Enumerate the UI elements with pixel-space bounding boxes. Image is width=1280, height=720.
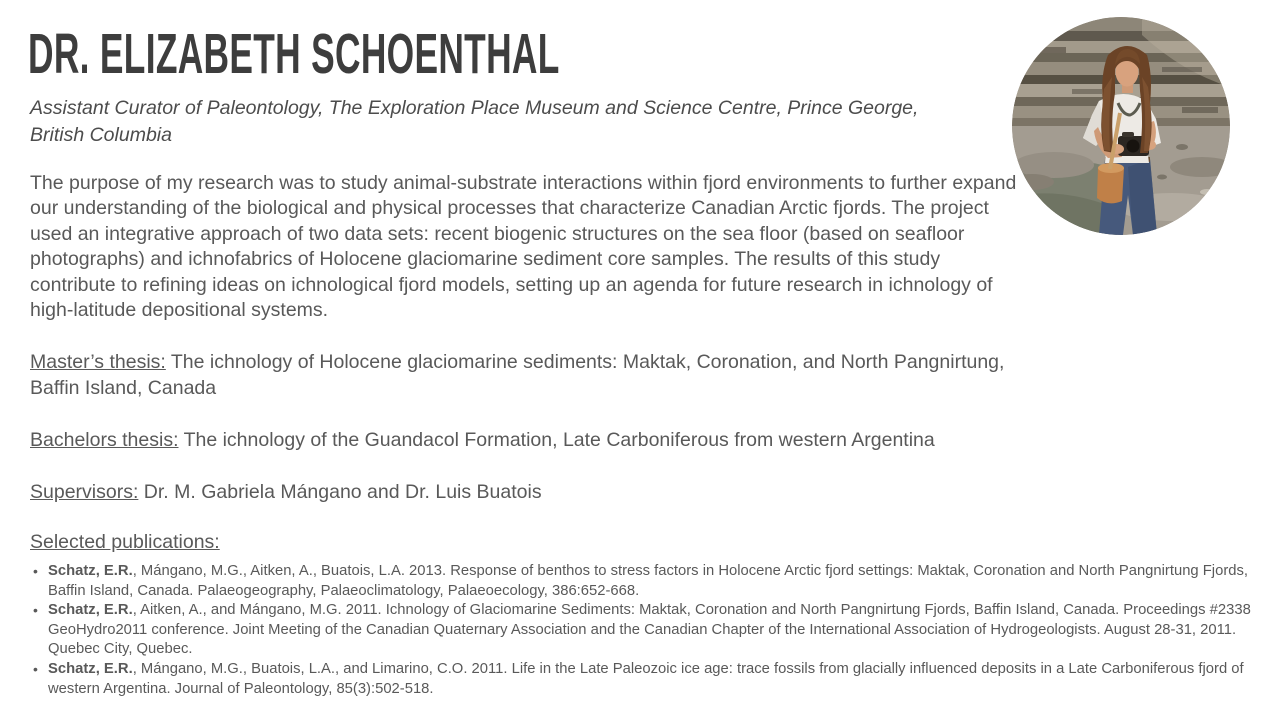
publication-author: Schatz, E.R.: [48, 602, 133, 619]
profile-photo-illustration: [1012, 17, 1230, 235]
publications-heading: Selected publications:: [30, 531, 220, 553]
publication-citation: , Mángano, M.G., Aitken, A., Buatois, L.A. 2013. Response of benthos to stress factors in Holocene Arctic fjord settings: Maktak, Coronation and North Pangnirtung Fjords, Baffin Island, Canada. Palaeogeography, Palaeoclimatology, Palaeoecology, 386:652-668.: [48, 563, 1248, 599]
profile-role: Assistant Curator of Paleontology, The Exploration Place Museum and Science Centre, Prince George, British Columbia: [30, 97, 919, 146]
publications-list: [30, 562, 1258, 699]
masters-thesis: [30, 349, 1020, 401]
supervisors: [30, 479, 1020, 505]
bachelors-thesis: [30, 427, 1020, 453]
publication-author: Schatz, E.R.: [48, 660, 133, 677]
publication-citation: , Aitken, A., and Mángano, M.G. 2011. Ichnology of Glaciomarine Sediments: Maktak, Coronation and North Pangnirtung Fjords, Baffin Island, Canada. Proceedings #2338 GeoHydro2011 conference. Joint Meeting of the Canadian Quaternary Association and the Canadian Chapter of the International Association of Hydrogeologists. August 28-31, 2011. Quebec City, Quebec.: [48, 602, 1251, 658]
supervisors-label: Supervisors:: [30, 481, 139, 503]
profile-photo: [1012, 17, 1230, 235]
publication-author: Schatz, E.R.: [48, 563, 133, 579]
publication-item: [30, 562, 1258, 601]
supervisors-text: Dr. M. Gabriela Mángano and Dr. Luis Buatois: [138, 481, 542, 503]
page-title: DR. ELIZABETH SCHOENTHAL: [28, 22, 560, 86]
publication-citation: , Mángano, M.G., Buatois, L.A., and Limarino, C.O. 2011. Life in the Late Paleozoic ice age: trace fossils from glacially influenced deposits in a Late Carboniferous fjord of western Argentina. Journal of Paleontology, 85(3):502-518.: [48, 660, 1244, 697]
research-summary: The purpose of my research was to study animal-substrate interactions within fjord environments to further expand our understanding of the biological and physical processes that characterize Canadian Arctic fjords. The project used an integrative approach of two data sets: recent biogenic structures on the sea floor (based on seafloor photographs) and ichnofabrics of Holocene glaciomarine sediment core samples. The results of this study contribute to refining ideas on ichnological fjord models, setting up an agenda for future research in ichnology of high-latitude depositional systems.: [30, 172, 1017, 322]
bachelors-thesis-label: Bachelors thesis:: [30, 429, 179, 451]
masters-thesis-label: Master’s thesis:: [30, 351, 166, 373]
bachelors-thesis-text: The ichnology of the Guandacol Formation, Late Carboniferous from western Argentina: [178, 429, 935, 451]
publication-item: [30, 660, 1258, 699]
publication-item: [30, 601, 1258, 660]
masters-thesis-text: The ichnology of Holocene glaciomarine sediments: Maktak, Coronation, and North Pangnirtung, Baffin Island, Canada: [30, 351, 1005, 399]
